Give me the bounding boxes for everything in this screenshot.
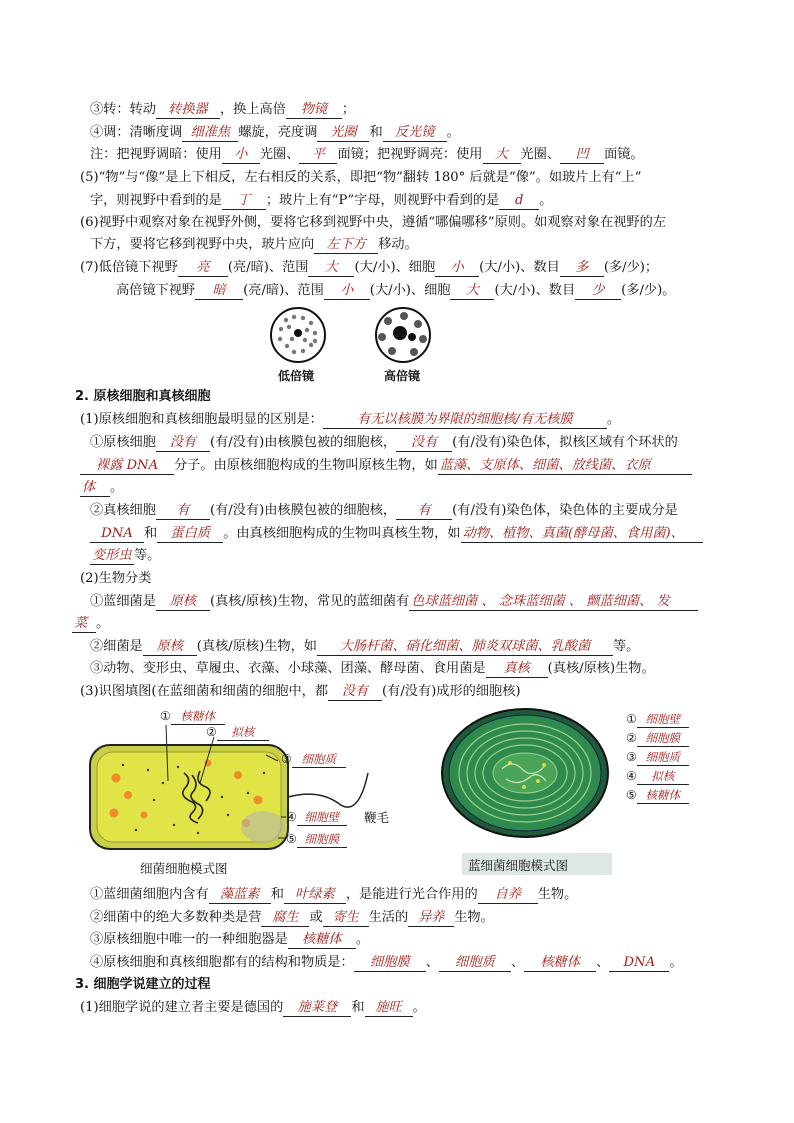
text: ，换上高倍 [219,102,286,117]
blank-answer: 细胞膜 [354,955,426,972]
cyano-label-5: ⑤ 核糖体 [626,787,689,804]
line-figure-intro [80,683,521,701]
blank-answer: 小 [222,147,260,164]
text: 。 [96,616,110,631]
blank-answer: 平 [299,147,337,164]
text: 、 [596,955,610,970]
line-cyanobacteria [90,593,698,611]
cyano-label-2: ② 细胞膜 [626,730,689,747]
text: 和 [351,1000,365,1015]
bacteria-label-4: ④ 细胞壁 [286,809,347,826]
text: (真核/原核)生物。 [547,661,655,676]
high-power-view [376,308,430,362]
text: 、 [425,955,439,970]
text: (有/没有)成形的细胞核) [382,684,521,699]
text: 。 [110,480,124,495]
text: (大/小)、数目 [479,260,560,275]
section-2-heading [75,388,211,406]
text: 字，则视野中看到的是 [90,193,222,208]
blank-answer: 菜 [72,616,96,633]
text: (2)生物分类 [80,571,152,586]
text: (有/没有)染色体，拟核区域有个环状的 [452,435,678,450]
blank-answer: 亮 [178,260,228,277]
line-heterotroph [90,909,494,927]
blank-answer: 核糖体 [524,955,596,972]
text: 。 [539,193,553,208]
text: 面镜。 [604,147,644,162]
cyanobacteria-cell-diagram [440,705,630,855]
blank-answer: 变形虫 [90,548,134,565]
blank-answer: DNA [90,526,144,543]
cyanobacteria-caption: 蓝细菌细胞模式图 [468,858,569,873]
low-power-caption: 低倍镜 [278,369,315,383]
text: (有/没有)由核膜包被的细胞核， [209,435,397,450]
bacteria-label-1: ① 核糖体 [160,708,225,725]
line-prokaryote-3 [80,479,123,497]
text: (大/小)、数目 [494,283,576,298]
blank-answer: 少 [575,283,621,300]
line-character [90,192,552,210]
text: (5)“物”与“像”是上下相反，左右相反的关系，即把“物”翻转 180° 后就是“像”。如玻片上有“上” [80,170,642,185]
blank-answer: 没有 [156,435,210,452]
text: 生物。 [537,887,578,902]
blank-answer: 大 [308,260,354,277]
blank-answer: 叶绿素 [284,887,346,904]
line-eukaryote-2 [90,525,703,543]
line-eukaryote-3 [90,547,160,565]
low-power-view [271,308,325,362]
text: 注：把视野调暗：使用 [90,147,222,162]
text: ③动物、变形虫、草履虫、衣藻、小球藻、团藻、酵母菌、食用菌是 [90,661,486,676]
text: (1)原核细胞和真核细胞最明显的区别是： [80,412,323,427]
line-prokaryote-2 [80,457,692,475]
blank-answer: 寄生 [323,910,369,927]
line-photosynthesis [90,886,577,904]
line-move-rule [80,214,666,232]
text: 等。 [612,639,640,654]
blank-answer: 动物、植物、真菌(酵母菌、食用菌)、 [461,526,703,543]
text: (真核/原核)生物，如 [196,639,317,654]
line-adjust [90,124,460,142]
text: ②真核细胞 [90,503,156,518]
text: 分子。由原核细胞构成的生物叫原核生物，如 [174,458,438,473]
flagellum-label: 鞭毛 [364,810,390,825]
text: (大/小)、细胞 [354,260,436,275]
text: 。 [446,125,460,140]
blank-answer: 蛋白质 [157,526,223,543]
blank-answer: 异养 [408,910,454,927]
blank-answer: 光圈 [317,125,369,142]
text: 、 [510,955,525,970]
blank-answer: 左下方 [314,237,378,254]
blank-answer: 原核 [156,594,210,611]
text: (6)视野中观察对象在视野外侧，要将它移到视野中央，遵循“哪偏哪移”原则。如观察对象在视野的左 [80,215,667,230]
line-classification [80,570,151,588]
blank-answer: 丁 [222,193,266,210]
text: (有/没有)由核膜包被的细胞核， [209,503,397,518]
text: ；玻片上有“P”字母，则视野中看到的是 [265,193,500,208]
blank-answer: 有 [396,503,452,520]
blank-answer: 小 [435,260,479,277]
text: ①原核细胞 [90,435,156,450]
text: 等。 [134,548,161,563]
line-eukaryote [90,502,678,520]
bacteria-label-2: ② 拟核 [206,724,269,741]
line-founders [80,999,426,1017]
text: (亮/暗)、范围 [227,260,309,275]
text: 。 [669,955,683,970]
text: (3)识图填图(在蓝细菌和细菌的细胞中，都 [80,684,329,699]
text: 。由真核细胞构成的生物叫真核生物，如 [223,526,461,541]
text: ④原核细胞和真核细胞都有的结构和物质是： [90,955,354,970]
section-3-heading [75,976,211,994]
blank-answer: d [499,193,539,210]
bacteria-figure [88,705,433,877]
text: 3. 细胞学说建立的过程 [75,977,211,992]
blank-answer: 反光镜 [383,125,447,142]
text: 光圈、 [520,147,561,162]
line-cyanobacteria-2 [72,615,109,633]
text: (多/少)。 [621,283,676,298]
blank-answer: 转换器 [156,102,220,119]
line-note [90,146,644,164]
text: 生物。 [454,910,494,925]
line-object-image [80,169,641,187]
text: (7)低倍镜下视野 [80,260,178,275]
bacteria-caption: 细菌细胞模式图 [140,861,228,876]
text: 或 [309,910,323,925]
text: 面镜；把视野调亮：使用 [337,147,483,162]
text: 。 [606,412,621,427]
microscope-figure [268,305,448,385]
blank-answer: 裸露 DNA [80,458,174,475]
blank-answer: 细胞质 [439,955,511,972]
text: ②细菌中的绝大多数种类是营 [90,910,262,925]
text: (有/没有)染色体，染色体的主要成分是 [452,503,678,518]
blank-answer: 没有 [396,435,452,452]
blank-answer: 凹 [560,147,604,164]
blank-answer: 蓝藻、支原体、细菌、放线菌、衣原 [438,458,692,475]
blank-answer: 腐生 [261,910,309,927]
text: 。 [412,1000,426,1015]
text: ①蓝细菌细胞内含有 [90,887,209,902]
text: 螺旋，亮度调 [238,125,318,140]
line-organelle [90,931,369,949]
line-high-power [116,282,675,300]
line-bacteria [90,638,639,656]
line-low-power [80,259,658,277]
text: 。 [355,932,369,947]
text: 生活的 [368,910,409,925]
blank-answer: 物镜 [286,102,342,119]
blank-answer: 有无以核膜为界限的细胞核/有无核膜 [323,412,607,429]
text: (多/少)； [603,260,659,275]
bacteria-label-3: ③ 细胞质 [281,751,346,768]
blank-answer: 施旺 [365,1000,413,1017]
blank-answer: 小 [324,283,370,300]
text: 和 [270,887,284,902]
microscope-views [268,305,448,365]
text: (1)细胞学说的建立者主要是德国的 [80,1000,284,1015]
text: ④调：清晰度调 [90,125,183,140]
text: (亮/暗)、范围 [243,283,324,298]
blank-answer: 藻蓝素 [209,887,271,904]
text: ③转：转动 [90,102,156,117]
blank-answer: 原核 [143,639,197,656]
text: (真核/原核)生物，常见的蓝细菌有 [209,594,410,609]
blank-answer: 多 [560,260,604,277]
blank-answer: 体 [80,480,110,497]
blank-answer: 大 [483,147,521,164]
blank-answer: 核糖体 [288,932,356,949]
line-difference [80,411,620,429]
blank-answer: 暗 [195,283,243,300]
text: 2. 原核细胞和真核细胞 [75,389,211,404]
blank-answer: DNA [609,955,669,972]
blank-answer: 色球蓝细菌 、 念珠蓝细菌 、 颤蓝细菌、 发 [409,594,698,611]
text: ①蓝细菌是 [90,594,156,609]
line-move-direction [90,236,418,254]
line-common-structure [90,954,683,972]
text: ； [341,102,356,117]
bacteria-label-5: ⑤ 细胞膜 [286,831,347,848]
blank-answer: 真核 [486,661,548,678]
text: 光圈、 [259,147,300,162]
cyano-label-1: ① 细胞壁 [626,711,689,728]
text: ，是能进行光合作用的 [345,887,478,902]
blank-answer: 大肠杆菌、硝化细菌、肺炎双球菌、乳酸菌 [317,639,613,656]
blank-answer: 细准焦 [182,125,238,142]
line-turn [90,101,355,119]
text: (大/小)、细胞 [369,283,451,298]
blank-answer: 施莱登 [283,1000,351,1017]
text: 和 [369,125,383,140]
line-prokaryote [90,434,678,452]
text: ②细菌是 [90,639,143,654]
text: ③原核细胞中唯一的一种细胞器是 [90,932,288,947]
high-power-caption: 高倍镜 [384,369,421,383]
blank-answer: 大 [450,283,494,300]
text: 移动。 [378,237,418,252]
line-eukaryote-list [90,660,655,678]
blank-answer: 没有 [328,684,382,701]
cyano-label-4: ④ 拟核 [626,768,689,785]
cyano-label-3: ③ 细胞质 [626,749,689,766]
blank-answer: 自养 [478,887,538,904]
cyanobacteria-figure [440,705,702,877]
text: 高倍镜下视野 [116,283,196,298]
blank-answer: 有 [156,503,210,520]
text: 下方，要将它移到视野中央，玻片应向 [90,237,315,252]
text: 和 [144,526,158,541]
